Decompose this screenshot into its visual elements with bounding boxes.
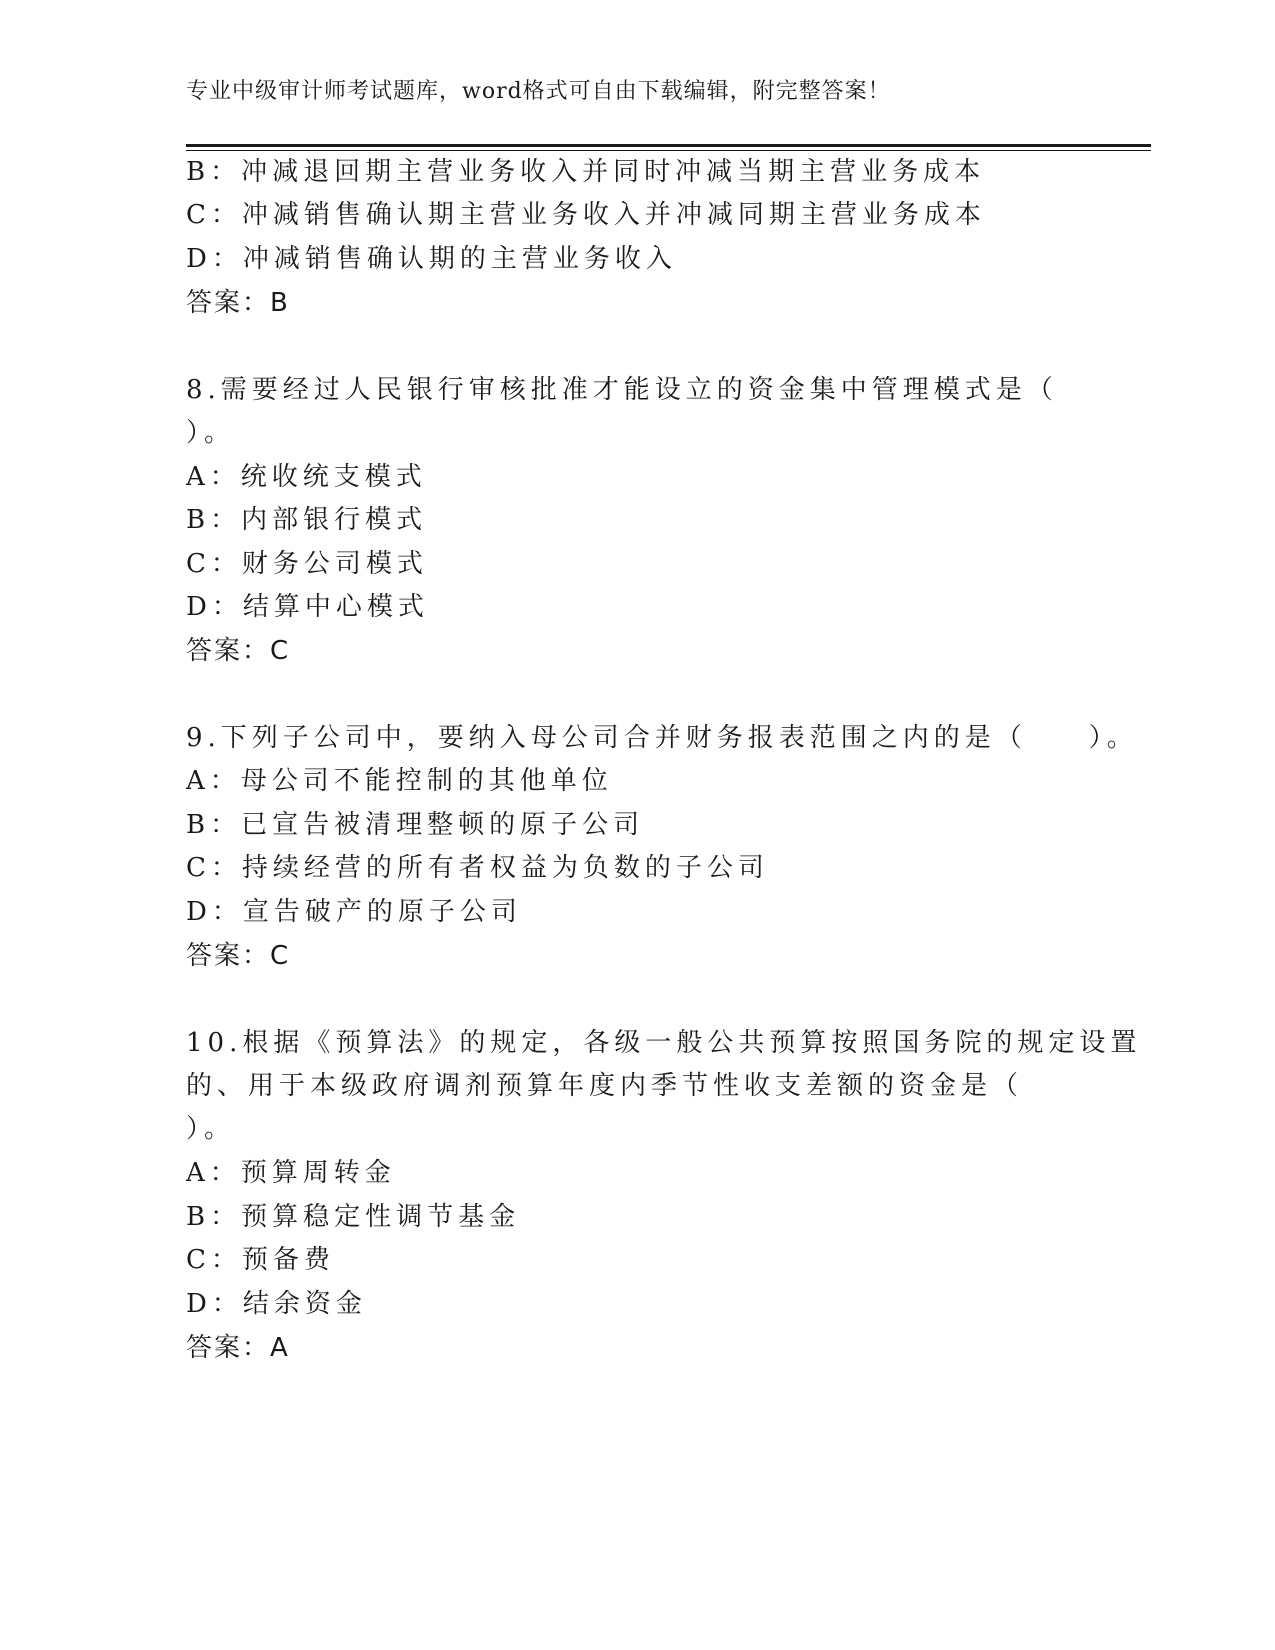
header-rule-thick xyxy=(186,144,1151,147)
header-rule-thin xyxy=(186,150,1151,151)
q9-stem-line1: 9.下列子公司中，要纳入母公司合并财务报表范围之内的是（ ）。 xyxy=(186,723,1138,753)
page-header: 专业中级审计师考试题库，word格式可自由下载编辑，附完整答案！ xyxy=(186,79,891,104)
q8-option-d: D：结算中心模式 xyxy=(186,592,429,622)
q8-stem-line2: ）。 xyxy=(186,418,236,448)
q8-answer: 答案：C xyxy=(186,636,291,666)
q7-option-b: B：冲减退回期主营业务收入并同时冲减当期主营业务成本 xyxy=(186,157,986,187)
q10-option-c: C：预备费 xyxy=(186,1245,335,1275)
q10-stem-line3: ）。 xyxy=(186,1114,236,1144)
q10-option-b: B：预算稳定性调节基金 xyxy=(186,1202,521,1232)
q10-answer: 答案：A xyxy=(186,1333,290,1363)
q10-option-a: A：预算周转金 xyxy=(186,1158,396,1188)
q9-option-a: A：母公司不能控制的其他单位 xyxy=(186,766,613,796)
q7-option-d: D：冲减销售确认期的主营业务收入 xyxy=(186,244,677,274)
q8-stem-line1: 8.需要经过人民银行审核批准才能设立的资金集中管理模式是（ xyxy=(186,375,1058,405)
q8-option-b: B：内部银行模式 xyxy=(186,505,428,535)
q7-answer: 答案：B xyxy=(186,288,290,318)
q9-answer: 答案：C xyxy=(186,941,291,971)
q8-option-a: A：统收统支模式 xyxy=(186,462,427,492)
q9-option-c: C：持续经营的所有者权益为负数的子公司 xyxy=(186,853,769,883)
q10-stem-line2: 的、用于本级政府调剂预算年度内季节性收支差额的资金是（ xyxy=(186,1071,1024,1101)
q9-option-b: B：已宣告被清理整顿的原子公司 xyxy=(186,810,645,840)
q8-option-c: C：财务公司模式 xyxy=(186,549,428,579)
q9-option-d: D：宣告破产的原子公司 xyxy=(186,897,522,927)
q10-stem-line1: 10.根据《预算法》的规定，各级一般公共预算按照国务院的规定设置 xyxy=(186,1028,1142,1058)
q10-option-d: D：结余资金 xyxy=(186,1289,367,1319)
q7-option-c: C：冲减销售确认期主营业务收入并冲减同期主营业务成本 xyxy=(186,200,986,230)
